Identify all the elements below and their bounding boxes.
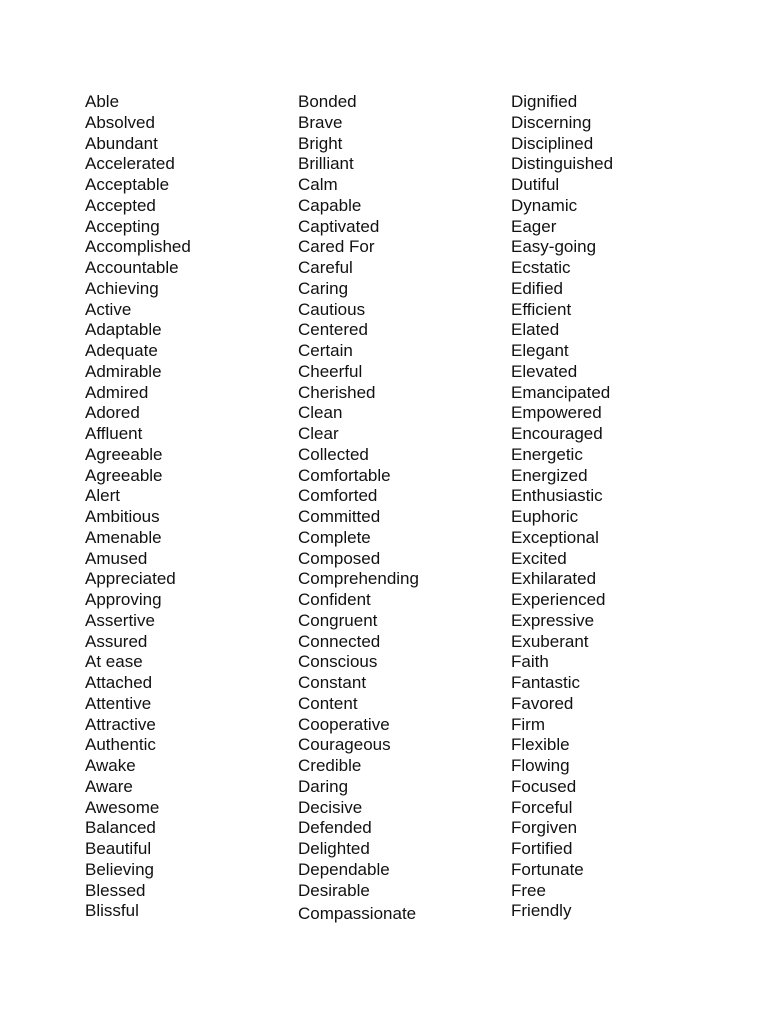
word-item: Ambitious [85, 507, 160, 526]
word-item: Blessed [85, 880, 146, 900]
word-item: Decisive [298, 797, 363, 817]
word-item: Exuberant [511, 631, 589, 651]
word-item: Brave [298, 112, 343, 132]
word-item: Attached [85, 673, 153, 692]
word-item: Disciplined [511, 133, 594, 153]
word-item: Dependable [298, 859, 390, 879]
word-item: Admired [85, 382, 149, 402]
word-item: Experienced [511, 590, 606, 609]
word-item: Courageous [298, 735, 391, 755]
word-item: Captivated [298, 216, 380, 236]
word-item: Cautious [298, 299, 366, 319]
word-item: Complete [298, 527, 371, 547]
word-item: Flexible [511, 735, 570, 755]
word-item: Accomplished [85, 237, 191, 257]
word-item: Agreeable [85, 465, 163, 485]
word-item: Adequate [85, 341, 158, 360]
word-item: Appreciated [85, 569, 176, 589]
word-item: Certain [298, 341, 353, 360]
word-column-1 [85, 92, 191, 922]
word-item: Abundant [85, 133, 158, 153]
word-item: Amenable [85, 527, 162, 547]
word-item: Accepted [85, 195, 156, 215]
word-item: Congruent [298, 610, 378, 630]
word-item: Eager [511, 216, 557, 236]
word-item: Dutiful [511, 175, 560, 194]
word-item: Collected [298, 444, 369, 464]
word-item: Achieving [85, 278, 159, 298]
word-item: Edified [511, 278, 563, 298]
word-item: Attentive [85, 693, 152, 713]
word-item: Adaptable [85, 320, 162, 340]
word-item: Admirable [85, 361, 162, 381]
word-item: Brilliant [298, 154, 354, 174]
word-item: Comforted [298, 486, 378, 506]
word-item: Able [85, 92, 120, 111]
word-item: Accountable [85, 258, 179, 277]
word-item: Careful [298, 258, 353, 277]
word-item: Aware [85, 776, 133, 796]
word-item: Delighted [298, 839, 370, 858]
word-item: Conscious [298, 652, 378, 672]
word-item: Flowing [511, 756, 570, 775]
word-item: Authentic [85, 735, 156, 755]
word-item: Clean [298, 403, 343, 423]
word-item: Exceptional [511, 527, 599, 547]
word-item: Capable [298, 195, 362, 215]
word-item: Euphoric [511, 507, 579, 526]
word-item: Fortunate [511, 859, 584, 879]
word-item: Confident [298, 590, 371, 609]
word-column-3 [511, 92, 613, 922]
word-item: Defended [298, 818, 372, 838]
word-item: Assured [85, 631, 148, 651]
word-item: Desirable [298, 880, 370, 900]
word-item: Forgiven [511, 818, 578, 838]
word-item: Calm [298, 175, 338, 194]
word-item: Elated [511, 320, 560, 340]
word-item: Ecstatic [511, 258, 571, 277]
word-item: Fortified [511, 839, 573, 858]
word-item: Discerning [511, 112, 592, 132]
word-item: Efficient [511, 299, 572, 319]
word-item: Constant [298, 673, 367, 692]
word-item: Absolved [85, 112, 155, 132]
word-item: Cooperative [298, 714, 390, 734]
word-item: Credible [298, 756, 362, 775]
word-item: Excited [511, 548, 567, 568]
word-item: Adored [85, 403, 140, 423]
word-item: Alert [85, 486, 120, 506]
word-item: Acceptable [85, 175, 170, 194]
word-item: Comprehending [298, 569, 419, 589]
word-item: Fantastic [511, 673, 580, 692]
word-item: Empowered [511, 403, 602, 423]
word-item: Composed [298, 548, 381, 568]
word-item: Compassionate [298, 904, 417, 924]
word-item: Balanced [85, 818, 156, 838]
word-item: Awesome [85, 797, 160, 817]
word-item: Bonded [298, 92, 357, 111]
word-item: Agreeable [85, 444, 163, 464]
word-item: Approving [85, 590, 162, 609]
word-item: Distinguished [511, 154, 614, 174]
word-item: Amused [85, 548, 148, 568]
word-item: Cared For [298, 237, 375, 257]
word-item: Accepting [85, 216, 160, 236]
word-item: At ease [85, 652, 143, 672]
word-item: Content [298, 693, 358, 713]
word-item: Friendly [511, 901, 572, 921]
word-item: Caring [298, 278, 349, 298]
word-column-2 [298, 92, 419, 925]
word-item: Cherished [298, 382, 376, 402]
word-item: Energized [511, 465, 588, 485]
word-item: Awake [85, 756, 136, 775]
word-item: Comfortable [298, 465, 391, 485]
word-item: Faith [511, 652, 549, 672]
word-item: Enthusiastic [511, 486, 603, 506]
word-item: Emancipated [511, 382, 611, 402]
word-item: Attractive [85, 714, 156, 734]
word-item: Beautiful [85, 839, 152, 858]
word-item: Forceful [511, 797, 573, 817]
word-item: Committed [298, 507, 381, 526]
word-item: Centered [298, 320, 368, 340]
word-item: Dignified [511, 92, 578, 111]
word-item: Elegant [511, 341, 569, 360]
word-item: Blissful [85, 901, 139, 921]
word-item: Active [85, 299, 132, 319]
word-item: Encouraged [511, 424, 603, 443]
word-item: Easy-going [511, 237, 597, 257]
word-item: Favored [511, 693, 574, 713]
word-item: Connected [298, 631, 381, 651]
word-item: Focused [511, 776, 577, 796]
word-item: Firm [511, 714, 545, 734]
word-item: Exhilarated [511, 569, 597, 589]
word-item: Energetic [511, 444, 583, 464]
word-item: Bright [298, 133, 343, 153]
word-item: Cheerful [298, 361, 363, 381]
word-item: Assertive [85, 610, 155, 630]
word-item: Dynamic [511, 195, 578, 215]
word-item: Affluent [85, 424, 143, 443]
word-item: Believing [85, 859, 154, 879]
word-item: Expressive [511, 610, 595, 630]
word-item: Accelerated [85, 154, 175, 174]
word-item: Free [511, 880, 546, 900]
word-item: Daring [298, 776, 349, 796]
word-item: Elevated [511, 361, 578, 381]
word-item: Clear [298, 424, 339, 443]
